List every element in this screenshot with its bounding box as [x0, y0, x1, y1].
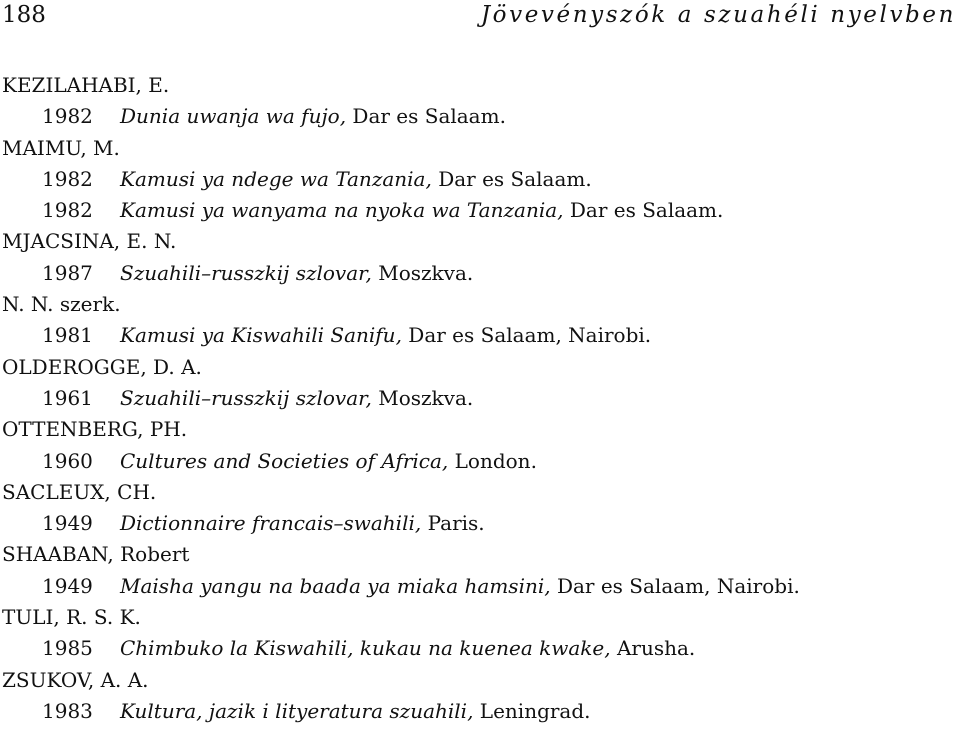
work-title: Szuahili–russzkij szlovar,	[120, 260, 372, 285]
work-publication-place: Dar es Salaam.	[431, 166, 592, 191]
work-publication-place: Moszkva.	[371, 260, 474, 285]
page-header	[0, 0, 960, 34]
work-title: Szuahili–russzkij szlovar,	[120, 385, 372, 410]
work-title: Kultura, jazik i lityeratura szuahili,	[120, 698, 474, 723]
work-title: Dunia uwanja wa fujo,	[120, 104, 347, 129]
reference-author: MJACSINA, E. N.	[2, 229, 177, 254]
work-year: 1987	[42, 260, 93, 285]
work-title: Kamusi ya ndege wa Tanzania,	[120, 166, 432, 191]
work-publication-place: Dar es Salaam.	[563, 198, 724, 223]
page-number: 188	[2, 2, 46, 28]
work-year: 1961	[42, 385, 93, 410]
work-year: 1983	[42, 698, 93, 723]
work-title: Cultures and Societies of Africa,	[120, 448, 449, 473]
work-year: 1982	[42, 104, 93, 129]
work-title: Dictionnaire francais–swahili,	[120, 511, 422, 536]
reference-work	[0, 446, 960, 477]
work-publication-place: Dar es Salaam, Nairobi.	[401, 323, 652, 348]
reference-author: TULI, R. S. K.	[2, 605, 141, 630]
reference-work	[0, 164, 960, 195]
work-title: Chimbuko la Kiswahili, kukau na kuenea kwake,	[120, 636, 611, 661]
reference-work	[0, 696, 960, 727]
work-year: 1985	[42, 636, 93, 661]
reference-author: SHAABAN, Robert	[2, 542, 190, 567]
reference-work	[0, 258, 960, 289]
reference-author: N. N. szerk.	[2, 292, 121, 317]
reference-list	[0, 70, 960, 727]
work-publication-place: Moszkva.	[371, 385, 474, 410]
work-publication-place: Leningrad.	[473, 698, 591, 723]
work-publication-place: Dar es Salaam.	[346, 104, 506, 129]
reference-work	[0, 633, 960, 664]
reference-work	[0, 101, 960, 132]
work-year: 1982	[42, 166, 93, 191]
work-year: 1981	[42, 323, 93, 348]
reference-author: OTTENBERG, PH.	[2, 417, 188, 442]
work-title: Kamusi ya wanyama na nyoka wa Tanzania,	[120, 198, 564, 223]
work-publication-place: Paris.	[421, 511, 485, 536]
reference-work	[0, 320, 960, 351]
reference-author: MAIMU, M.	[2, 135, 120, 160]
running-title: Jövevényszók a szuahéli nyelvben	[480, 2, 956, 28]
reference-author: ZSUKOV, A. A.	[2, 667, 149, 692]
reference-work	[0, 383, 960, 414]
reference-author: SACLEUX, CH.	[2, 479, 157, 504]
work-publication-place: Dar es Salaam, Nairobi.	[550, 573, 800, 598]
work-year: 1982	[42, 198, 93, 223]
reference-author: KEZILAHABI, E.	[2, 73, 170, 97]
work-year: 1949	[42, 511, 93, 536]
work-title: Maisha yangu na baada ya miaka hamsini,	[120, 573, 551, 598]
work-publication-place: Arusha.	[610, 636, 696, 661]
work-year: 1949	[42, 573, 93, 598]
reference-work	[0, 195, 960, 226]
reference-author: OLDEROGGE, D. A.	[2, 354, 202, 379]
reference-work	[0, 571, 960, 602]
work-publication-place: London.	[448, 448, 537, 473]
work-year: 1960	[42, 448, 93, 473]
reference-work	[0, 508, 960, 539]
work-title: Kamusi ya Kiswahili Sanifu,	[120, 323, 402, 348]
